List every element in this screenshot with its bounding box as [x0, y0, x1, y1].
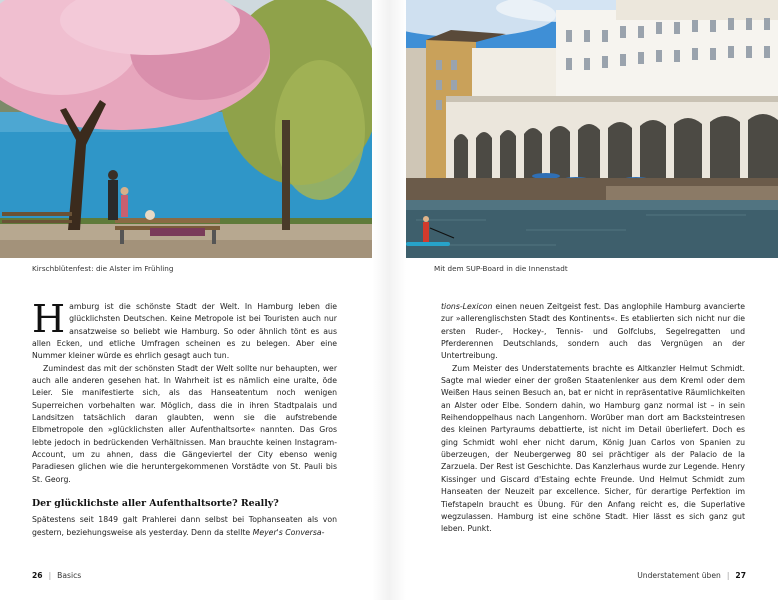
paragraph-intro-text: amburg ist die schönste Stadt der Welt. In Hamburg leben die glücklichsten Deutschen. Keine Metropole ist bei Touristen auch nur ansatzweise so beliebt wie Hamburg. So oder ähnlich tönt es aus allen Ecken, und etliche Umfragen scheinen es zu belegen. Aber eine Nummer kleiner würde es ehrlich gesagt auch tun.: [32, 302, 337, 361]
paragraph-2: Zumindest das mit der schönsten Stadt der Welt sollte nur behaupten, wer auch alle anderen gesehen hat. In Wahrheit ist es nämlich eine uralte, öde Leier. Sie manifestierte sich, als das Hanseatentum noch wenigen Superreichen vorbehalten war. Möglich, dass die in ihren Stadtpalais und Landsitzen tatsächlich daran glaubten, wenn sie die aufstrebende Elbmetropole den »glücklichsten aller Aufenthaltsorte« nannten. Das Gros lebte jedoch in bedrückenden Verhältnissen. Man brauchte keinen Instagram-Account, um zu ahnen, dass die Gängeviertel der City ebenso wenig Paradiesen glichen wie die heruntergekommenen Vorstädte von St. Pauli bis St. Georg.: [32, 363, 337, 484]
paragraph-3-text: Spätestens seit 1849 galt Prahlerei dann selbst bei Tophanseaten als von gestern, beziehungsweise als yesterday. Denn da stellte: [32, 515, 337, 537]
photo-alsterarkaden-sup: [406, 0, 778, 258]
footer-separator: |: [48, 571, 52, 580]
section-heading: Der glücklichste aller Aufenthaltsorte? Really?: [32, 498, 279, 510]
footer-separator: |: [726, 571, 730, 580]
paragraph-continued-text: einen neuen Zeitgeist fest. Das anglophile Hamburg avancierte zur »allerenglischsten Stadt des Kontinents«. Es etablierten sich nicht nur die ersten Ruder-, Hockey-, Tennis- und Golfclubs, Segelregatten und Pferderennen Deutschlands, sondern auch das Vergnügen an der Untertreibung.: [441, 302, 745, 361]
paragraph-continued-italic: tions-Lexicon: [441, 302, 493, 311]
book-gutter: [372, 0, 406, 600]
right-text-column: [441, 301, 745, 536]
dropcap: H: [32, 297, 66, 341]
paragraph-3-italic: Meyer's Conversa-: [252, 527, 325, 537]
footer-section-right: Understatement üben: [637, 571, 721, 580]
photo-alster-cherry-blossom: [0, 0, 372, 258]
photo-caption-right: Mit dem SUP-Board in die Innenstadt: [434, 264, 568, 273]
photo-caption-left: Kirschblütenfest: die Alster im Frühling: [32, 264, 174, 273]
left-text-column: [32, 297, 337, 539]
footer-section-left: Basics: [57, 571, 82, 580]
footer-left: [32, 571, 81, 580]
paragraph-3: [32, 514, 337, 539]
page-number-left: 26: [32, 571, 43, 580]
footer-right: [637, 571, 746, 580]
paragraph-continued: [441, 301, 745, 363]
paragraph-intro: [32, 297, 337, 363]
paragraph-schmidt: Zum Meister des Understatements brachte es Altkanzler Helmut Schmidt. Sagte mal wieder einer der großen Staatenlenker aus dem Kreml oder dem Weißen Haus seinen Besuch an, bat er nicht in repräsentative Räumlichkeiten an Alster oder Elbe. Sondern dahin, wo Hamburg ganz normal ist – in sein Reihendoppelhaus nach Langenhorn. Worüber man dort am Backsteintresen des kleinen Partyraums debattierte, ist nicht im Detail überliefert. Doch es ging Schmidt wohl eher nicht darum, König Juan Carlos von Spanien zu überzeugen, der Neubergerweg 80 sei prächtiger als der Palacio de la Zarzuela. Der Rest ist Geschichte. Das Kanzlerhaus wurde zur Legende. Henry Kissinger und Giscard d'Estaing echte Freunde. Und Helmut Schmidt zum Hanseaten der Neuzeit par excellence. Sicher, für derartige Perfektion im Tiefstapeln braucht es Übung. Für den Anfang reicht es, die Superlative wegzulassen. Hamburg ist eine schöne Stadt. Hier lässt es sich ganz gut leben. Punkt.: [441, 363, 745, 534]
page-number-right: 27: [735, 571, 746, 580]
